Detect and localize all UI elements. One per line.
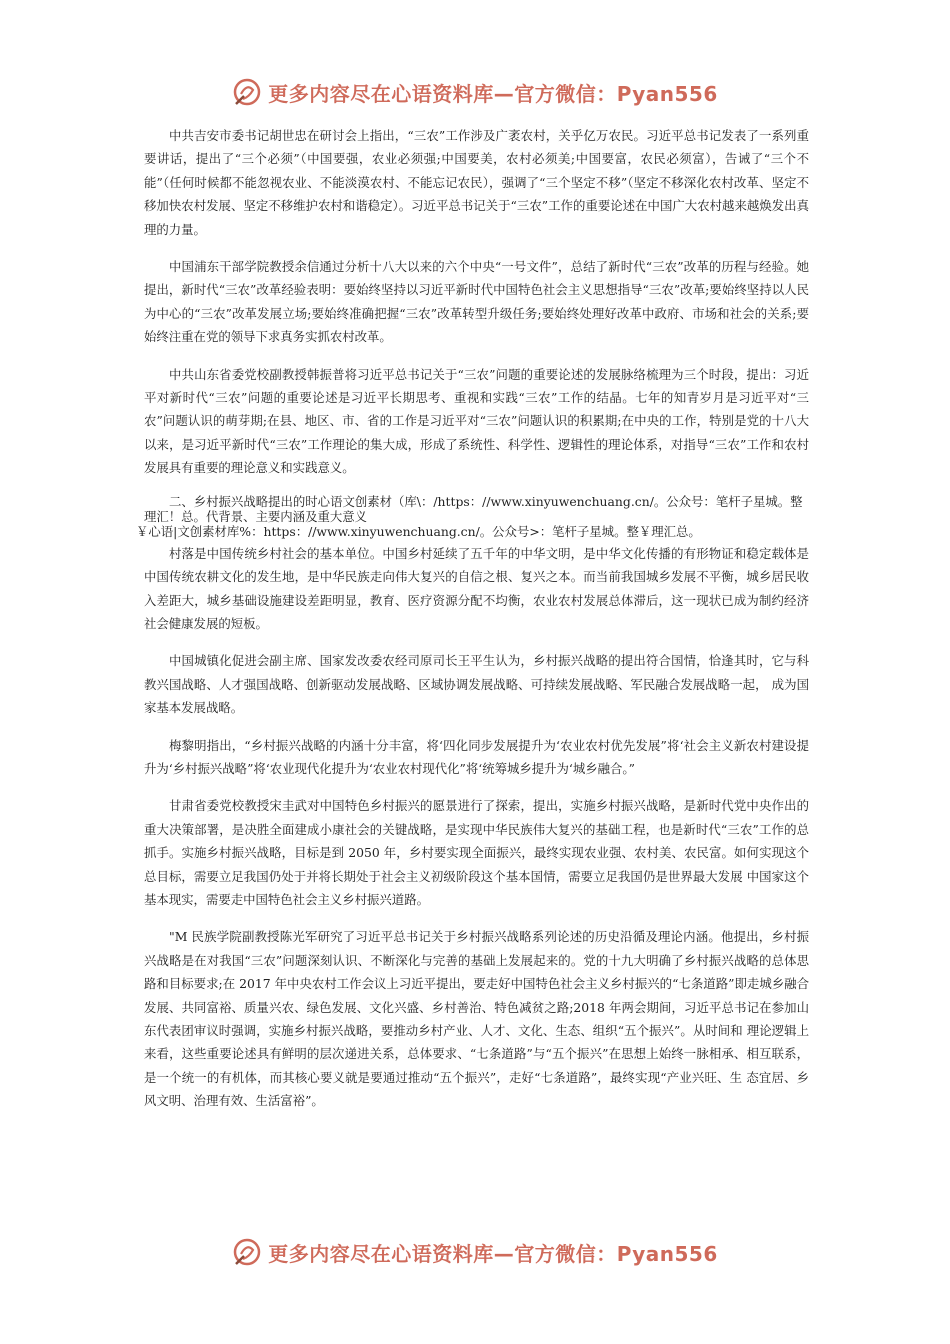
seal-logo-icon	[232, 77, 262, 107]
section-heading: 二、乡村振兴战略提出的时心语文创素材（库\：/https：//www.xinyuwenchuang.cn/。公众号：笔杆子星城。整理汇！总。代背景、主要内涵及重大意义	[144, 493, 803, 524]
paragraph: 梅黎明指出，“乡村振兴战略的内涵十分丰富，将‘四化同步发展提升为‘农业农村优先发展”将‘社会主义新农村建设提升为‘乡村振兴战略”将‘农业现代化提升为‘农业农村现代化”将‘统筹城乡提升为‘城乡融合。”	[144, 737, 809, 776]
paragraph: 中共吉安市委书记胡世忠在研讨会上指出，“三农”工作涉及广袤农村，关乎亿万农民。习近平总书记发表了一系列重要讲话，提出了“三个必须”（中国要强，农业必须强;中国要美，农村必须美;中国要富，农民必须富），告诫了“三个不能”（任何时候都不能忽视农业、不能淡漠农村、不能忘记农民），强调了“三个坚定不移”（坚定不移深化农村改革、坚定不移加快农村发展、坚定不移维护农村和谐稳定）。习近平总书记关于“三农”工作的重要论述在中国广大农村越来越焕发出真理的力量。	[144, 128, 809, 237]
watermark-overlay-line: ￥心语|文创素材库%：https：//www.xinyuwenchuang.cn/。公众号>：笔杆子星城。整￥理汇总。	[136, 523, 701, 539]
footer-watermark-text: 更多内容尽在心语资料库—官方微信：Pyan556	[268, 1241, 718, 1266]
header-watermark-text: 更多内容尽在心语资料库—官方微信：Pyan556	[268, 81, 718, 106]
paragraph: 村落是中国传统乡村社会的基本单位。中国乡村延续了五千年的中华文明，是中华文化传播的有形物证和稳定载体是中国传统农耕文化的发生地，是中华民族走向伟大复兴的自信之根、复兴之本。而当前我国城乡发展不平衡，城乡居民收入差距大，城乡基础设施建设差距明显，教育、医疗资源分配不均衡，农业农村发展总体滞后，这一现状已成为制约经济社会健康发展的短板。	[144, 545, 809, 631]
header-watermark-banner	[0, 72, 950, 112]
paragraph: 甘肃省委党校教授宋圭武对中国特色乡村振兴的愿景进行了探索，提出，实施乡村振兴战略，是新时代党中央作出的重大决策部署，是决胜全面建成小康社会的关键战略，是实现中华民族伟大复兴的基础工程，也是新时代“三农”工作的总抓手。实施乡村振兴战略，目标是到 2050 年，乡村要实现全面振兴，最终实现农业强、农村美、农民富。如何实现这个总目标，需要立足我国仍处于并将长期处于社会主义初级阶段这个基本国情，需要立足我国仍是世界最大发展 中国家这个基本现实，需要走中国特色社会主义乡村振兴道路。	[144, 798, 809, 907]
paragraph: 中共山东省委党校副教授韩振普将习近平总书记关于“三农”问题的重要论述的发展脉络梳理为三个时段，提出：习近平对新时代“三农”问题的重要论述是习近平长期思考、重视和实践“三农”工作的结晶。七年的知青岁月是习近平对“三农”问题认识的萌芽期;在县、地区、市、省的工作是习近平对“三农”问题认识的积累期;在中央的工作，特别是党的十八大以来，是习近平新时代“三农”工作理论的集大成，形成了系统性、科学性、逻辑性的理论体系，对指导“三农”工作和农村发展具有重要的理论意义和实践意义。	[144, 366, 809, 476]
paragraph: 中国浦东干部学院教授余信通过分析十八大以来的六个中央“一号文件”，总结了新时代“三农”改革的历程与经验。她提出，新时代“三农”改革经验表明：要始终坚持以习近平新时代中国特色社会主义思想指导“三农”改革;要始终坚持以人民为中心的“三农”改革发展立场;要始终准确把握“三农”改革转型升级任务;要始终处理好改革中政府、市场和社会的关系;要始终注重在党的领导下求真务实抓农村改革。	[144, 259, 809, 345]
paragraph: "M 民族学院副教授陈光军研究了习近平总书记关于乡村振兴战略系列论述的历史沿循及理论内涵。他提出，乡村振兴战略是在对我国“三农”问题深刻认识、不断深化与完善的基础上发展起来的。党的十九大明确了乡村振兴战略的总体思路和目标要求;在 2017 年中央农村工作会议上习近平提出，要走好中国特色社会主义乡村振兴的“七条道路”即走城乡融合发展、共同富裕、质量兴农、绿色发展、文化兴盛、乡村善治、特色减贫之路;2018 年两会期间，习近平总书记在参加山东代表团审议时强调，实施乡村振兴战略，要推动乡村产业、人才、文化、生态、组织“五个振兴”。从时间和 理论逻辑上来看，这些重要论述具有鲜明的层次递进关系，总体要求、“七条道路”与“五个振兴”在思想上始终一脉相承、相互联系，是一个统一的有机体，而其核心要义就是要通过推动“五个振兴”，走好“七条道路”，最终实现“产业兴旺、生 态宜居、乡风文明、治理有效、生活富裕”。	[144, 929, 809, 1109]
seal-logo-icon	[232, 1237, 262, 1267]
paragraph: 中国城镇化促进会副主席、国家发改委农经司原司长王平生认为，乡村振兴战略的提出符合国情，恰逢其时，它与科教兴国战略、人才强国战略、创新驱动发展战略、区域协调发展战略、可持续发展战略、军民融合发展战略一起， 成为国家基本发展战略。	[144, 653, 809, 716]
footer-watermark-banner	[0, 1232, 950, 1272]
document-body	[136, 124, 809, 1127]
